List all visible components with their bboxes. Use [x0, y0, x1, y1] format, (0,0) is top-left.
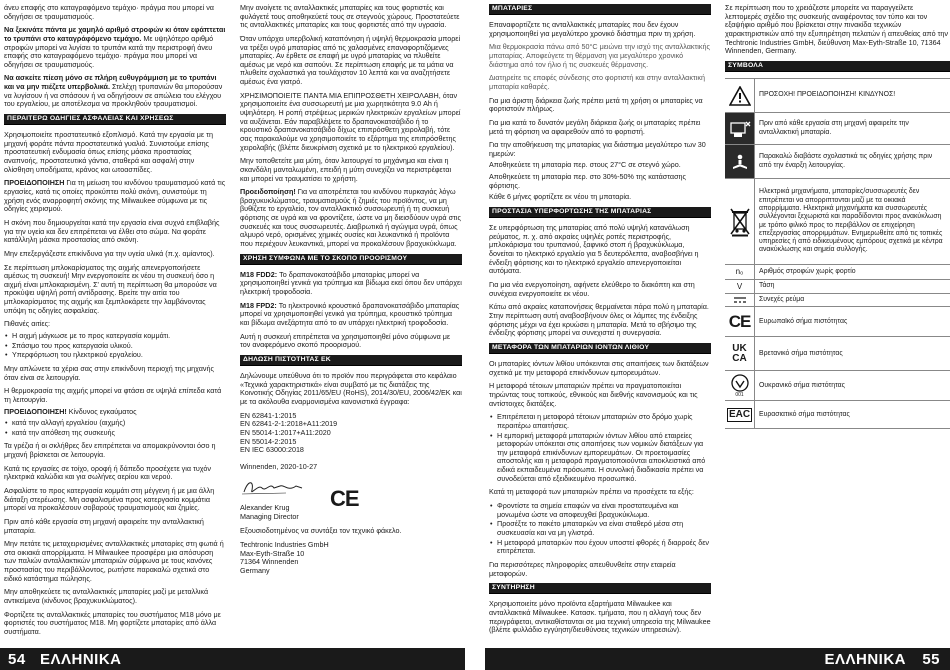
address-line: Techtronic Industries GmbH	[240, 540, 329, 550]
paragraph-rest: Για τη μείωση του κινδύνου τραυματισμού κατά τις εργασίες, κατά τις οποίες προκύπτει πολύ σκόνη, συνιστούμε τη χρήση ενός αναρροφητή σκόνης της Milwaukee σύμφωνα με τις οδηγίες χειρισμού.	[4, 178, 226, 214]
list-item: • Η εμπορική μεταφορά μπαταριών ιόντων λιθίου από εταιρείες μεταφορών υπόκειται στις απαιτήσεις των νομικών διατάξεων για την μεταφορά επικίνδυνων εμπορευμάτων. Οι προετοιμασίες αποστολής και η μεταφορά πραγματοποιούνται αποκλειστικά από ειδικά εκπαιδευμένα πρόσωπα. Η συνολική διαδικασία πρέπει να συνοδεύεται από εξειδικευμένο προσωπικό.	[489, 432, 711, 484]
paragraph: Αυτή η συσκευή επιτρέπεται να χρησιμοποιηθεί μόνο σύμφωνα με τον αναφερόμενο σκοπό προορισμού.	[240, 331, 451, 350]
transport-list	[489, 413, 711, 483]
paragraph: Δηλώνουμε υπεύθυνα ότι το προϊόν που περιγράφεται στο κεφάλαιο «Τεχνικά χαρακτηριστικά» είναι συμβατό με τις διατάξεις της Κοινοτικής Οδηγίας 2011/65/EU (RoHS), 2014/30/EU, 2006/42/ΕΚ και με τα ακόλουθα εναρμονισμένα κανονιστικά έγγραφα:	[240, 371, 462, 407]
paragraph: άνευ επαφής στο καταγραφόμενο τεμάχιο· πράγμα που μπορεί να οδηγήσει σε τραυματισμούς.	[4, 3, 214, 21]
page-number: 55	[922, 651, 940, 668]
right-column-2	[725, 4, 950, 429]
paragraph: Ασφαλίστε το προς κατεργασία κομμάτι στη μέγγενη ή με μια άλλη διάταξη στερέωσης. Μη ασφαλισμένα προς κατεργασία κομμάτια μπορεί να προκαλέσουν σοβαρούς τραυματισμούς και ζημίες.	[4, 485, 215, 513]
paragraph: Η σκόνη που δημιουργείται κατά την εργασία είναι συχνά επιβλαβής για την υγεία και δεν επιτρέπεται να έλθει στο σώμα. Να φοράτε κατάλληλη μάσκα προστασίας από σκόνη.	[4, 217, 220, 245]
declaration-date: Winnenden, 2020-10-27	[240, 461, 318, 471]
bold-lead: M18 FPD2:	[240, 300, 277, 310]
symbol-row	[725, 371, 950, 401]
paragraph: Αποθηκεύετε τη μπαταρία περ. στο 30%-50% της κατάστασης φόρτισης.	[489, 172, 686, 190]
paragraph-rest: Για να αποτρέπεται του κινδύνου πυρκαγιάς λόγω βραχυκυκλώματος, τραυματισμούς ή ζημιές του προϊόντος, να μη βυθίζετε το εργαλείο, τον ανταλλακτικό συσσωρευτή ή τη συσκευή φόρτισης σε υγρά και να φροντίζετε, ώστε να μη διεισδύουν υγρά στις συσκευές και τους συσσωρευτές. Διαβρωτικά ή αγώγιμα υγρά, όπως αλμυρό νερό, ορισμένες χημικές ουσίες και λευκαντικά ή προϊόντα που περιέχουν λευκαντικά, μπορεί να προκαλέσουν βραχυκύκλωμα.	[240, 187, 461, 249]
left-column-2	[240, 4, 462, 576]
paragraph: Χρησιμοποιείτε προστατευτικό εξοπλισμό. Κατά την εργασία με τη μηχανή φοράτε πάντα προστατευτικά γυαλιά. Συνιστούμε επίσης προστατευτική ενδυμασία όπως επίσης μάσκα προστασίας αναπνοής, προστατευτικά γάντια, σταθερά και ασφαλή στην ολίσθηση υποδήματα, κράνος και ωτοασπίδες.	[4, 130, 213, 174]
burn-list	[4, 419, 226, 437]
list-item: • Η αιχμή μάγκωσε με το προς κατεργασία κομμάτι.	[4, 332, 226, 341]
symbol-text: Ευρασιατικό σήμα πιστότητας	[759, 410, 850, 418]
paragraph: Μην τοποθετείτε μια μύτη, όταν λειτουργεί το μηχάνημα και είναι η σκανδάλη μανταλωμένη, επειδή η μύτη συνεχίζει να περιστρέφεται και μπορεί να τραυματίσει το χρήστη.	[240, 156, 452, 183]
paragraph: Για περισσότερες πληροφορίες απευθυνθείτε στην εταιρεία μεταφορών.	[489, 559, 676, 578]
paragraph: Επαναφορτίζετε τις ανταλλακτικές μπαταρίες που δεν έχουν χρησιμοποιηθεί για μεγαλύτερο χρονικό διάστημα πριν τη χρήση.	[489, 20, 696, 38]
paragraph: Πιθανές αιτίες:	[4, 319, 51, 329]
paragraph-rest: Κίνδυνος εγκαύματος	[66, 406, 137, 416]
footer-right	[485, 646, 950, 670]
symbol-row	[725, 179, 950, 265]
left-page	[0, 0, 465, 670]
voltage-icon	[725, 280, 755, 294]
section-heading-safety: ΠΕΡΑΙΤΕΡΩ ΟΔΗΓΙΕΣ ΑΣΦΑΛΕΙΑΣ ΚΑΙ ΧΡΗΣΕΩΣ	[4, 114, 226, 125]
symbol-row	[725, 294, 950, 307]
paragraph: Τα γρέζια ή οι σκλήθρες δεν επιτρέπεται να απομακρύνονται όσο η μηχανή βρίσκεται σε λειτουργία.	[4, 441, 216, 460]
warning-icon	[725, 79, 755, 112]
bold-lead: ΠΡΟΕΙΔΟΠΟΙΗΣΗ	[4, 178, 65, 188]
ce-mark-glyph: CE	[728, 311, 751, 331]
paragraph-rest: Με υψηλότερο αριθμό στροφών μπορεί να λυγίσει το τρυπάνι κατά την περιστροφή άνευ επαφής στο καταγραφόμενο τεμάχιο· πράγμα που μπορεί να οδηγήσει σε τραυματισμούς.	[4, 33, 214, 69]
language-label: ΕΛΛΗΝΙΚΑ	[40, 651, 122, 668]
symbol-text: Ευρωπαϊκό σήμα πιστότητας	[759, 317, 848, 325]
paragraph: Μην πετάτε τις μεταχειρισμένες ανταλλακτικές μπαταρίες στη φωτιά ή στα οικιακά απορρίμματα. Η Milwaukee προσφέρει μια απόσυρση των παλιών ανταλλακτικών μπαταριών σύμφωνα με τους κανόνες προστασίας του περιβάλλοντος, ρωτήστε παρακαλώ σχετικά στο ειδικό κατάστημα πώλησης.	[4, 539, 224, 583]
paragraph: Σε περίπτωση που το χρειάζεστε μπορείτε να παραγγείλετε λεπτομερές σχέδιο της συσκευής αναφέροντας τον τύπο και τον εξαψήφιο αριθμό που βρίσκεται στην πινακίδα τεχνικών χαρακτηριστικών από την εξυπηρέτηση πελατών ή απευθείας από την Techtronic Industries GmbH, διεύθυνση Max-Eyth-Straße 10, 71364 Winnenden, Germany.	[725, 3, 949, 56]
ukrainian-mark-icon	[725, 371, 755, 400]
paragraph: Κατά τις εργασίες σε τοίχο, οροφή ή δάπεδο προσέχετε για τυχόν ηλεκτρικά καλώδια και για σωλήνες αερίου και νερού.	[4, 463, 211, 482]
symbol-text: Ουκρανικό σήμα πιστότητας	[759, 381, 845, 389]
paragraph: Για την αποθήκευση της μπαταρίας για διάστημα μεγαλύτερο των 30 ημερών:	[489, 140, 706, 158]
paragraph: Μην αποθηκεύετε τις ανταλλακτικές μπαταρίες μαζί με μεταλλικά αντικείμενα (κίνδυνος βραχυκυκλώματος).	[4, 587, 209, 606]
norm-item: EN IEC 63000:2018	[240, 445, 304, 455]
norm-item: EN 55014-2:2015	[240, 436, 297, 446]
bold-lead: Να ασκείτε πίεση μόνο σε πλήρη ευθυγράμμιση με το τρυπάνι και να μην πιέζετε υπερβολικά.	[4, 73, 217, 92]
left-column-1	[4, 4, 226, 642]
causes-list	[4, 332, 226, 360]
paragraph: Για μια άριστη διάρκεια ζωής πρέπει μετά τη χρήση οι μπαταρίες να φορτιστούν πλήρως.	[489, 95, 703, 114]
direct-current-icon	[725, 294, 755, 306]
list-item: • Προσέξτε το πακέτο μπαταριών να είναι σταθερό μέσα στη συσκευασία και να μη γλιστρά.	[489, 520, 711, 537]
signature-image	[240, 476, 310, 498]
list-item: • Φροντίστε τα σημεία επαφών να είναι προστατευμένα και μονωμένα ώστε να αποφευχθεί βραχυκύκλωμα.	[489, 502, 711, 519]
eac-mark-glyph: EAC	[728, 408, 751, 420]
paragraph: Μην απλώνετε τα χέρια σας στην επικίνδυνη περιοχή της μηχανής όταν είναι σε λειτουργία.	[4, 363, 214, 382]
symbol-text: Τάση	[759, 282, 775, 290]
paragraph	[4, 179, 226, 214]
list-item: • Σπάσιμο του προς κατεργασία υλικού.	[4, 342, 226, 351]
paragraph: Μην επεξεργάζεστε επικίνδυνα για την υγεία υλικά (π.χ. αμίαντος).	[4, 248, 215, 258]
bold-lead: Να ξεκινάτε πάντα με χαμηλό αριθμό στροφών κι όταν εφάπτεται το τρυπάνι στο καταγράφόμενο τεμάχιο.	[4, 25, 226, 43]
ukrainian-mark-number: 001	[735, 391, 744, 398]
paragraph	[240, 271, 462, 297]
paragraph: Εξουσιοδοτημένος να συντάξει τον τεχνικό φάκελο.	[240, 526, 402, 536]
paragraph: Οι μπαταρίες ιόντων λιθίου υπόκεινται στις απαιτήσεις των διατάξεων σχετικά με την μεταφορά επικίνδυνων εμπορευμάτων.	[489, 359, 709, 377]
ce-mark	[330, 486, 359, 512]
right-column-1	[489, 4, 711, 640]
signature-block	[240, 474, 310, 522]
paragraph: Αποθηκεύετε τη μπαταρία περ. στους 27°C σε στεγνό χώρο.	[489, 160, 681, 170]
paragraph: Η θερμοκρασία της αιχμής μπορεί να φτάσει σε υψηλά επίπεδα κατά τη λειτουργία.	[4, 386, 222, 404]
ce-mark-icon	[725, 307, 755, 336]
ukca-mark-icon	[725, 337, 755, 370]
list-item: • κατά την απόθεση της συσκευής	[4, 429, 226, 438]
right-page	[485, 0, 950, 670]
ukca-mark-glyph: UK CA	[732, 342, 747, 364]
remove-battery-icon	[725, 113, 755, 144]
paragraph: Για μια νέα ενεργοποίηση, αφήνετε ελεύθερο το διακόπτη και στη συνέχεια ενεργοποιείτε εκ νέου.	[489, 280, 695, 298]
section-heading-declaration: ΔΗΛΩΣΗ ΠΙΣΤΟΤΗΤΑΣ ΕΚ	[240, 355, 462, 366]
symbol-row	[725, 337, 950, 371]
language-label: ΕΛΛΗΝΙΚΑ	[824, 651, 906, 668]
paragraph: Πριν από κάθε εργασία στη μηχανή αφαιρείτε την ανταλλακτική μπαταρία.	[4, 516, 204, 535]
paragraph-rest: Το δραπανοκατσάβιδο μπαταρίας μπορεί να χρησιμοποιηθεί γενικά για τρύπημα και βίδωμα εκεί όπου δεν υπάρχει ηλεκτρική τροφοδοσία.	[240, 269, 462, 297]
symbol-row	[725, 307, 950, 337]
weee-disposal-icon	[725, 179, 755, 264]
bold-lead: ΠΡΟΕΙΔΟΠΟΙΗΣΗ!	[4, 406, 67, 416]
symbol-row	[725, 113, 950, 145]
paragraph: Η μεταφορά τέτοιων μπαταριών πρέπει να πραγματοποιείται τηρώντας τους τοπικούς, εθνικούς και διεθνής κανονισμούς και τις αντίστοιχες διατάξεις.	[489, 381, 698, 408]
symbol-text: Βρετανικό σήμα πιστότητας	[759, 349, 843, 357]
paragraph: Χρησιμοποιείτε μόνο προϊόντα εξαρτήματα Milwaukee και ανταλλακτικά Milwaukee. Κατασκ. τμήματα, που η αλλαγή τους δεν περιγράφεται, αντικαθίστανται σε μια τεχνική υπηρεσία της Milwaukee (βλέπε φυλλάδιο εγγύηση/διευθύνσεις τεχνικών υπηρεσιών).	[489, 599, 711, 635]
bold-lead: M18 FDD2:	[240, 269, 278, 279]
paragraph: Διατηρείτε τις επαφές σύνδεσης στο φορτιστή και στην ανταλλακτική μπαταρία καθαρές.	[489, 73, 705, 91]
paragraph-rest: Στελέχη τρυπανιών θα μπορούσαν να λυγίσουν ή να σπάσουν ή να οδηγήσουν σε απώλεια του ελέγχου του εργαλείου, με αποτέλεσμα να προκληθούν τραυματισμοί.	[4, 82, 223, 109]
section-heading-symbols: ΣΥΜΒΟΛΑ	[725, 61, 950, 72]
symbol-row	[725, 401, 950, 429]
symbol-text: Αριθμός στροφών χωρίς φορτίο	[759, 267, 856, 275]
section-heading-batteries: ΜΠΑΤΑΡΙΕΣ	[489, 4, 711, 15]
paragraph	[240, 302, 462, 328]
no-load-speed-icon	[725, 265, 755, 279]
list-item: • Υπερφόρτωση του ηλεκτρικού εργαλείου.	[4, 351, 226, 360]
bold-lead: Προειδοποίηση!	[240, 187, 296, 197]
ce-mark-text: CE	[330, 485, 359, 511]
symbol-row	[725, 280, 950, 295]
paragraph: Όταν υπάρχει υπερβολική καταπόνηση ή υψηλή θερμοκρασία μπορεί να τρέξει υγρό μπαταρίας από τις χαλασμένες επαναφορτιζόμενες μπαταρίες. Αν έρθετε σε επαφή με υγρό μπαταρίας να πλυθείτε αμέσως με νερό και σαπούνι. Σε περίπτωση επαφής με τα μάτια να πλυθείτε σχολαστικά για τουλάχιστον 10 λεπτά και να αναζητήσετε αμέσως ένα γιατρό.	[240, 33, 461, 87]
paragraph: Κατά τη μεταφορά των μπαταριών πρέπει να προσέχετε τα εξής:	[489, 487, 694, 497]
list-item: • Επιτρέπεται η μεταφορά τέτοιων μπαταριών στο δρόμο χωρίς περαιτέρω απαιτήσεις.	[489, 413, 711, 430]
paragraph: Σε περίπτωση μπλοκαρίσματος της αιχμής απενεργοποιήσετε αμέσως τη συσκευή! Μην ενεργοποιείτε εκ νέου τη συσκευή όσο η αιχμή είναι μπλοκαρισμένη. Σ' αυτή τη περίπτωση θα μπορούσε να προκύψει υψηλή ροπή αντίδρασης. Βρείτε την αιτία του μπλοκαρίσματος της αιχμής και ξεμπλοκάρετε την λαμβάνοντας υπόψη τις οδηγίες ασφαλείας.	[4, 262, 217, 315]
address-line: 71364 Winnenden	[240, 557, 299, 567]
symbol-row	[725, 265, 950, 280]
norms-list	[240, 412, 462, 455]
symbols-table	[725, 78, 950, 429]
symbol-row	[725, 145, 950, 179]
norm-item: EN 62841-2-1:2018+A11:2019	[240, 419, 338, 429]
section-heading-intended-use: ΧΡΗΣΗ ΣΥΜΦΩΝΑ ΜΕ ΤΟ ΣΚΟΠΟ ΠΡΟΟΡΙΣΜΟΥ	[240, 254, 462, 265]
paragraph	[4, 408, 226, 417]
footer-left	[0, 646, 465, 670]
voltage-glyph: V	[736, 281, 743, 291]
no-load-speed-glyph: n₀	[735, 267, 744, 276]
section-heading-maintenance: ΣΥΝΤΗΡΗΣΗ	[489, 583, 711, 594]
list-item: • Η μεταφορά μπαταριών που έχουν υποστεί φθορές ή διαρροές δεν επιτρέπεται.	[489, 539, 711, 556]
section-heading-transport: ΜΕΤΑΦΟΡΑ ΤΩΝ ΜΠΑΤΑΡΙΩΝ ΙΟΝΤΩΝ ΛΙΘΙΟΥ	[489, 343, 711, 354]
signer-title: Managing Director	[240, 511, 299, 521]
paragraph-rest: Το ηλεκτρονικό κρουστικό δραπανοκατσάβιδο μπαταρίας μπορεί να χρησιμοποιηθεί γενικά για τρύπημα, κρουστικό τρύπημα και βίδωμα ανεξάρτητα από το αν υπάρχει ηλεκτρική τροφοδοσία.	[240, 300, 460, 328]
paragraph	[4, 26, 226, 69]
paragraph	[240, 188, 462, 248]
paragraph: Κάθε 6 μήνες φορτίζετε εκ νέου τη μπαταρία.	[489, 192, 632, 202]
page-number: 54	[8, 651, 26, 668]
transport-care-list	[489, 502, 711, 556]
signature-row	[240, 474, 462, 522]
paragraph: Μην ανοίγετε τις ανταλλακτικές μπαταρίες και τους φορτιστές και φυλάγετέ τους αποθηκεύετέ τους σε στεγνούς χώρους. Προστατεύετε τις ανταλλακτικές μπαταρίες και τους φορτιστές από την υγρασία.	[240, 3, 460, 30]
signer-name: Alexander Krug	[240, 503, 290, 513]
symbol-text: Πριν από κάθε εργασία στη μηχανή αφαιρείτε την ανταλλακτική μπαταρία.	[759, 120, 909, 136]
symbol-text: Παρακαλώ διαβάστε σχολαστικά τις οδηγίες χρήσης πριν από την έναρξη λειτουργίας.	[759, 153, 933, 169]
address-line: Max-Eyth-Straße 10	[240, 548, 305, 558]
symbol-row	[725, 79, 950, 113]
paragraph: Σε υπερφόρτωση της μπαταρίας από πολύ υψηλή κατανάλωση ρεύματος, π. χ. από ακραίες υψηλές ροπές περιστροφής, μπλοκάρισμα του τρυπανιού, ξαφνικό στοπ ή βραχυκύκλωμα, δονείται το ηλεκτρικό εργαλείο για 5 δευτερόλεπτα, αναβοσβήνει η ένδειξη φόρτισης και το ηλεκτρικό εργαλείο απενεργοποιείται αυτόματα.	[489, 223, 699, 276]
paragraph: ΧΡΗΣΙΜΟΠΟΙΕΙΤΕ ΠΑΝΤΑ ΜΙΑ ΕΠΙΠΡΟΣΘΕΤΗ ΧΕΙΡΟΛΑΒΗ, όταν χρησιμοποιείτε ένα συσσωρευτή με μια χωρητικότητα 9.0 Ah ή υψηλότερη. Η ροπή στρέψεως μερικών ηλεκτρικών εργαλείων μπορεί να αυξάνεται. Εάν παραβλέψετε το δραπανοκατσάβιδο ή το κρουστικό δραπανοκατσάβιδο δίχως επιπρόσθετη χειρολαβή, τότε σας παρακαλούμε να χρησιμοποιείτε το εξάρτημα της επιπρόσθετης χειρολαβής (βλέπε διευκρίνιση σχετικά με το ηλεκτρικού εργαλείου).	[240, 90, 461, 152]
norm-item: EN 55014-1:2017+A11:2020	[240, 427, 331, 437]
address-line: Germany	[240, 565, 270, 575]
norm-item: EN 62841-1:2015	[240, 410, 297, 420]
eac-mark-icon	[725, 401, 755, 428]
list-item: • κατά την αλλαγή εργαλείου (αιχμής)	[4, 419, 226, 428]
paragraph: Για μια κατά το δυνατόν μεγάλη διάρκεια ζωής οι μπαταρίες πρέπει μετά τη φόρτιση να αφαιρεθούν από το φορτιστή.	[489, 117, 701, 136]
paragraph: Φορτίζετε τις ανταλλακτικές μπαταρίες του συστήματος M18 μόνο με φορτιστές του συστήματος M18. Μη φορτίζετε μπαταρίες από άλλα συστήματα.	[4, 609, 221, 636]
symbol-text: Συνεχές ρεύμα	[759, 296, 805, 304]
symbol-text: Ηλεκτρικά μηχανήματα, μπαταρίες/συσσωρευτές δεν επιτρέπεται να απορριπτονται μαζί με τα οικιακά απορρίμματα. Ηλεκτρικά μηχανήματα και συσσωρευτές συλλέγονται ξεχωριστά και παραδίδονται προς ανακύκλωση με τρόπο φιλικό προς το περιβάλλον σε επιχείρηση επεξεργασίας απορριμμάτων. Ενημερωθείτε από τις τοπικές υπηρεσίες ή από ειδικευμένους εμπόρους σχετικά με κέντρα ανακύκλωσης και σημεία συλλογής.	[759, 188, 943, 254]
page-gutter	[465, 0, 485, 670]
company-address	[240, 541, 462, 576]
paragraph: Μια θερμοκρασία πάνω από 50°C μειώνει την ισχύ της ανταλλακτικής μπαταρίας. Αποφεύγετε τη θέρμανση για μεγαλύτερο χρονικό διάστημα από τον ήλιο ή τις συσκευές θέρμανσης.	[489, 42, 710, 69]
paragraph	[4, 74, 226, 109]
paragraph: Κάτω από ακραίες καταπονήσεις θερμαίνεται πάρα πολύ η μπαταρία. Στην περίπτωση αυτή αναβοσβήνουν όλες οι λάμπες της ένδειξης φόρτισης μέχρι να έχει κρυώσει η μπαταρία. Μετά το σβήσιμο της ένδειξης φόρτισης μπορεί να συνεχιστεί η συνεργασία.	[489, 302, 709, 338]
section-heading-overload: ΠΡΟΣΤΑΣΙΑ ΥΠΕΡΦΟΡΤΩΣΗΣ ΤΗΣ ΜΠΑΤΑΡΙΑΣ	[489, 207, 711, 218]
symbol-text: ΠΡΟΣΟΧΗ! ΠΡΟΕΙΔΟΠΟΙΗΣΗ! ΚΙΝΔΥΝΟΣ!	[759, 91, 896, 99]
read-manual-icon	[725, 145, 755, 178]
